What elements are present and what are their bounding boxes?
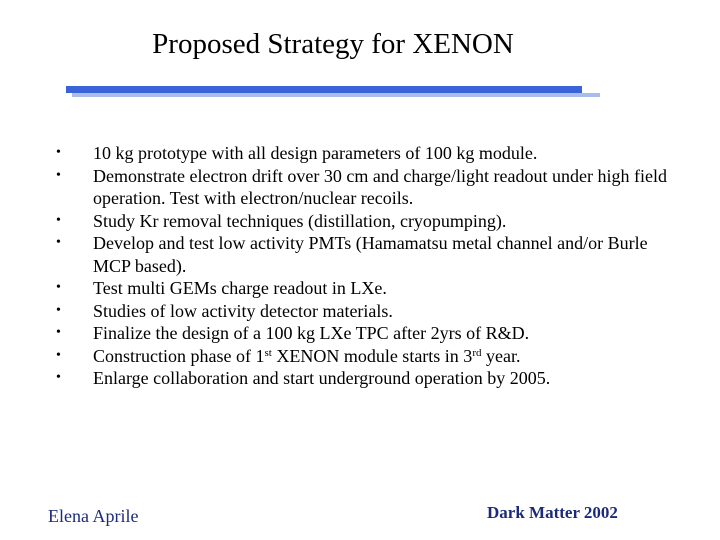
ordinal-suffix: st — [264, 346, 272, 359]
bullet-text — [93, 346, 520, 366]
bullet-dot-icon: • — [56, 302, 61, 318]
bullet-list — [56, 142, 676, 390]
title-underline — [66, 86, 582, 93]
bullet-item — [56, 345, 676, 368]
bullet-text-part: Construction phase of 1 — [93, 345, 265, 366]
bullet-text: Demonstrate electron drift over 30 cm and charge/light readout under high field operation. Test with electron/nuclear recoils. — [93, 165, 667, 208]
bullet-dot-icon: • — [56, 145, 61, 160]
bullet-dot-icon: • — [56, 167, 61, 183]
bullet-text: Develop and test low activity PMTs (Hamamatsu metal channel and/or Burle MCP based). — [93, 233, 648, 276]
bullet-dot-icon: • — [56, 235, 61, 250]
bullet-item — [56, 300, 676, 323]
bullet-text: Studies of low activity detector materials. — [93, 300, 393, 321]
footer-event: Dark Matter 2002 — [487, 503, 618, 522]
bullet-item — [56, 210, 676, 233]
slide-title: Proposed Strategy for XENON — [152, 28, 514, 60]
bullet-dot-icon: • — [56, 280, 61, 295]
bullet-dot-icon: • — [56, 325, 61, 340]
bullet-item — [56, 277, 676, 300]
bullet-dot-icon: • — [56, 212, 61, 228]
bullet-text: Study Kr removal techniques (distillation, cryopumping). — [93, 210, 507, 231]
ordinal-suffix: rd — [472, 346, 482, 359]
bullet-text: 10 kg prototype with all design parameters of 100 kg module. — [93, 143, 538, 163]
bullet-item — [56, 322, 676, 345]
bullet-item — [56, 232, 676, 277]
bullet-text-part: XENON module starts in 3 — [271, 345, 473, 366]
bullet-text: Finalize the design of a 100 kg LXe TPC after 2yrs of R&D. — [93, 323, 530, 343]
bullet-text: Enlarge collaboration and start underground operation by 2005. — [93, 368, 551, 388]
bullet-item — [56, 165, 676, 210]
bullet-text-part: year. — [481, 345, 521, 366]
bullet-text: Test multi GEMs charge readout in LXe. — [93, 278, 387, 298]
bullet-dot-icon: • — [56, 347, 61, 363]
title-underline-shadow — [72, 93, 600, 97]
footer-author: Elena Aprile — [48, 506, 139, 526]
bullet-item — [56, 367, 676, 390]
bullet-dot-icon: • — [56, 370, 61, 385]
bullet-item — [56, 142, 676, 165]
